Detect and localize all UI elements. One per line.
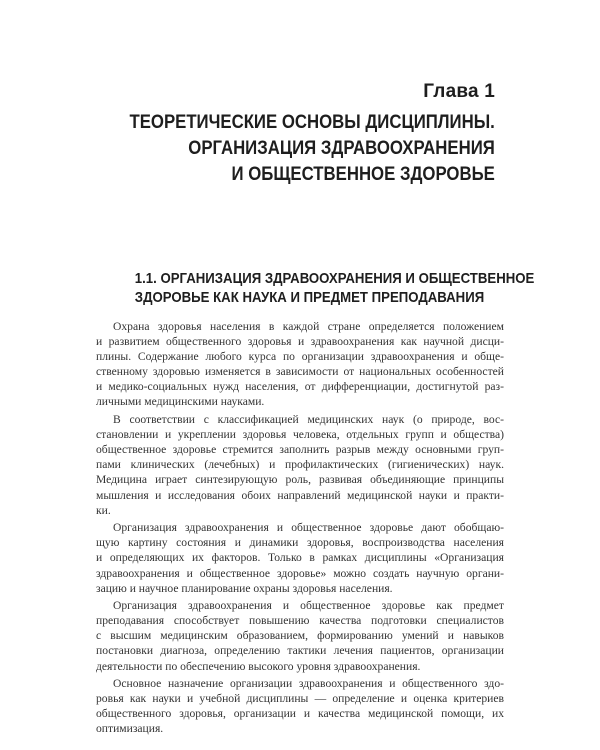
chapter-header (70, 79, 495, 187)
text-line: и развитием общественного здоровья и здравоохранения как научной дисци- (96, 335, 504, 349)
chapter-title-line: ОРГАНИЗАЦИЯ ЗДРАВООХРАНЕНИЯ (188, 137, 496, 159)
text-line: личными медицинскими науками. (96, 395, 265, 409)
text-line: оптимизация. (96, 722, 164, 736)
text-line: с высшим медицинским образованием, формированию умений и навыков (96, 629, 504, 643)
paragraph (96, 598, 504, 673)
paragraph (96, 319, 504, 410)
text-line: щую картину состояния и динамики здоровья, воспроизводства населения (96, 536, 504, 550)
text-line: и определяющих их факторов. Только в рамках дисциплины «Организация (96, 551, 504, 565)
text-line: Основное назначение организации здравоохранения и общественного здо- (113, 677, 504, 691)
text-line: постановки диагноза, определению тактики лечения пациентов, организации (96, 644, 504, 658)
chapter-label: Глава 1 (423, 81, 495, 102)
body-text (96, 319, 504, 739)
text-line: ки. (96, 503, 111, 517)
text-line: Организация здравоохранения и общественное здоровье как предмет (113, 599, 504, 613)
chapter-title (130, 109, 495, 187)
text-line: ровья как науки и учебной дисциплины — определение и оценка критериев (96, 692, 504, 706)
text-line: общественное здоровье стремится заполнить разрыв между основными груп- (96, 443, 504, 457)
text-line: плины. Содержание любого курса по организации здравоохранения и обще- (96, 350, 504, 364)
paragraph (96, 412, 504, 518)
text-line: общественного здоровья, организации и качества медицинской помощи, их (96, 707, 504, 721)
text-line: деятельности по обеспечению высокого уровня здравоохранения. (96, 659, 421, 673)
section-heading-line: 1.1. ОРГАНИЗАЦИЯ ЗДРАВООХРАНЕНИЯ И ОБЩЕСТВЕННОЕ (134, 270, 535, 287)
text-line: Медицина играет синтезирующую роль, развивая объединяющие принципы (96, 473, 504, 487)
paragraph (96, 520, 504, 595)
text-line: здравоохранения и общественное здоровье» можно создать научную органи- (96, 566, 504, 580)
section-heading-line: ЗДОРОВЬЕ КАК НАУКА И ПРЕДМЕТ ПРЕПОДАВАНИЯ (134, 289, 485, 306)
text-line: зацию и научное планирование охраны здоровья населения. (96, 581, 393, 595)
paragraph (96, 676, 504, 736)
text-line: и медико-социальных нужд населения, от дифференциации, достигнутой раз- (96, 380, 504, 394)
text-line: Охрана здоровья населения в каждой стране определяется положением (113, 320, 504, 333)
section-heading (112, 269, 535, 307)
text-line: мышления и исследования обоих направлений медицинской науки и практи- (96, 488, 504, 502)
text-line: пами клинических (лечебных) и профилактических (гигиенических) наук. (96, 458, 504, 472)
text-line: Организация здравоохранения и общественное здоровье дают обобщаю- (113, 521, 504, 535)
text-line: становлении и укреплении здоровья человека, отдельных групп и общества) (96, 428, 504, 442)
text-line: преподавания способствует повышению качества подготовки специалистов (96, 614, 504, 628)
chapter-title-line: ТЕОРЕТИЧЕСКИЕ ОСНОВЫ ДИСЦИПЛИНЫ. (129, 111, 495, 133)
text-line: ственному здоровью изменяется в зависимости от национальных особенностей (96, 365, 504, 379)
text-line: В соответствии с классификацией медицинских наук (о природе, вос- (113, 413, 504, 427)
chapter-title-line: И ОБЩЕСТВЕННОЕ ЗДОРОВЬЕ (231, 163, 495, 185)
